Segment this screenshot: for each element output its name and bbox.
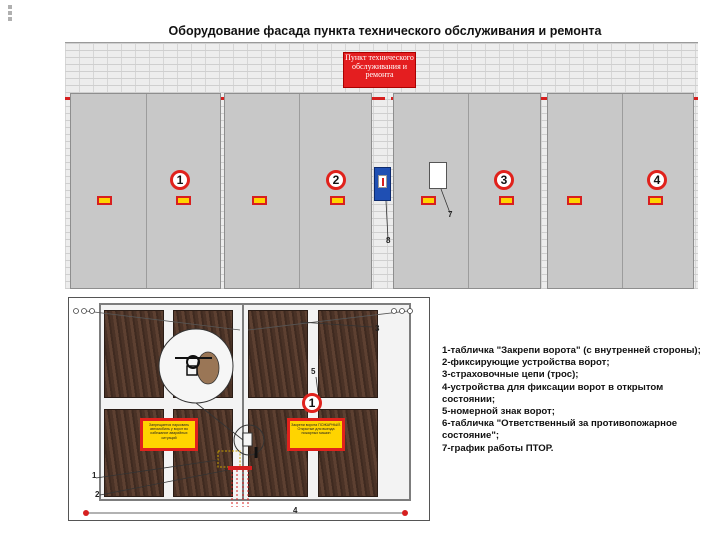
legend-item: 5-номерной знак ворот;	[442, 406, 555, 418]
legend-item: 7-график работы ПТОР.	[442, 442, 554, 454]
service-point-sign: Пункт технического обслуживания и ремонта	[343, 52, 416, 88]
callout-number: 8	[386, 236, 391, 245]
legend-item: 3-страховочные цепи (трос);	[442, 369, 579, 381]
legend	[442, 345, 712, 455]
warning-sign-left: Запрещается парковать автомобиль у ворот во избежание аварийных ситуаций	[140, 418, 198, 451]
door-number-badge: 2	[326, 170, 346, 190]
callout-number: 2	[95, 490, 100, 499]
door-number-badge: 3	[494, 170, 514, 190]
callout-number: 3	[375, 324, 380, 333]
legend-item: 6-табличка "Ответственный за противопожарное состояние";	[442, 418, 678, 442]
door-number-badge: 1	[170, 170, 190, 190]
door-number-badge: 4	[647, 170, 667, 190]
gate-number-badge: 1	[302, 393, 322, 413]
slide-title: Оборудование фасада пункта технического обслуживания и ремонта	[168, 24, 602, 38]
callout-number: 1	[92, 471, 97, 480]
callout-number: 7	[448, 210, 453, 219]
legend-item: 4-устройства для фиксации ворот в открытом состоянии;	[442, 381, 664, 405]
callout-number: 5	[311, 367, 316, 376]
legend-item: 1-табличка "Закрепи ворота" (с внутренней стороны);	[442, 345, 701, 356]
callout-number: 4	[293, 506, 298, 515]
legend-item: 2-фиксирующие устройства ворот;	[442, 357, 610, 369]
warning-sign-right: Закрепи ворота ПОЖАРНЫЙ. Открытые для выезда пожарных машин	[287, 418, 345, 451]
